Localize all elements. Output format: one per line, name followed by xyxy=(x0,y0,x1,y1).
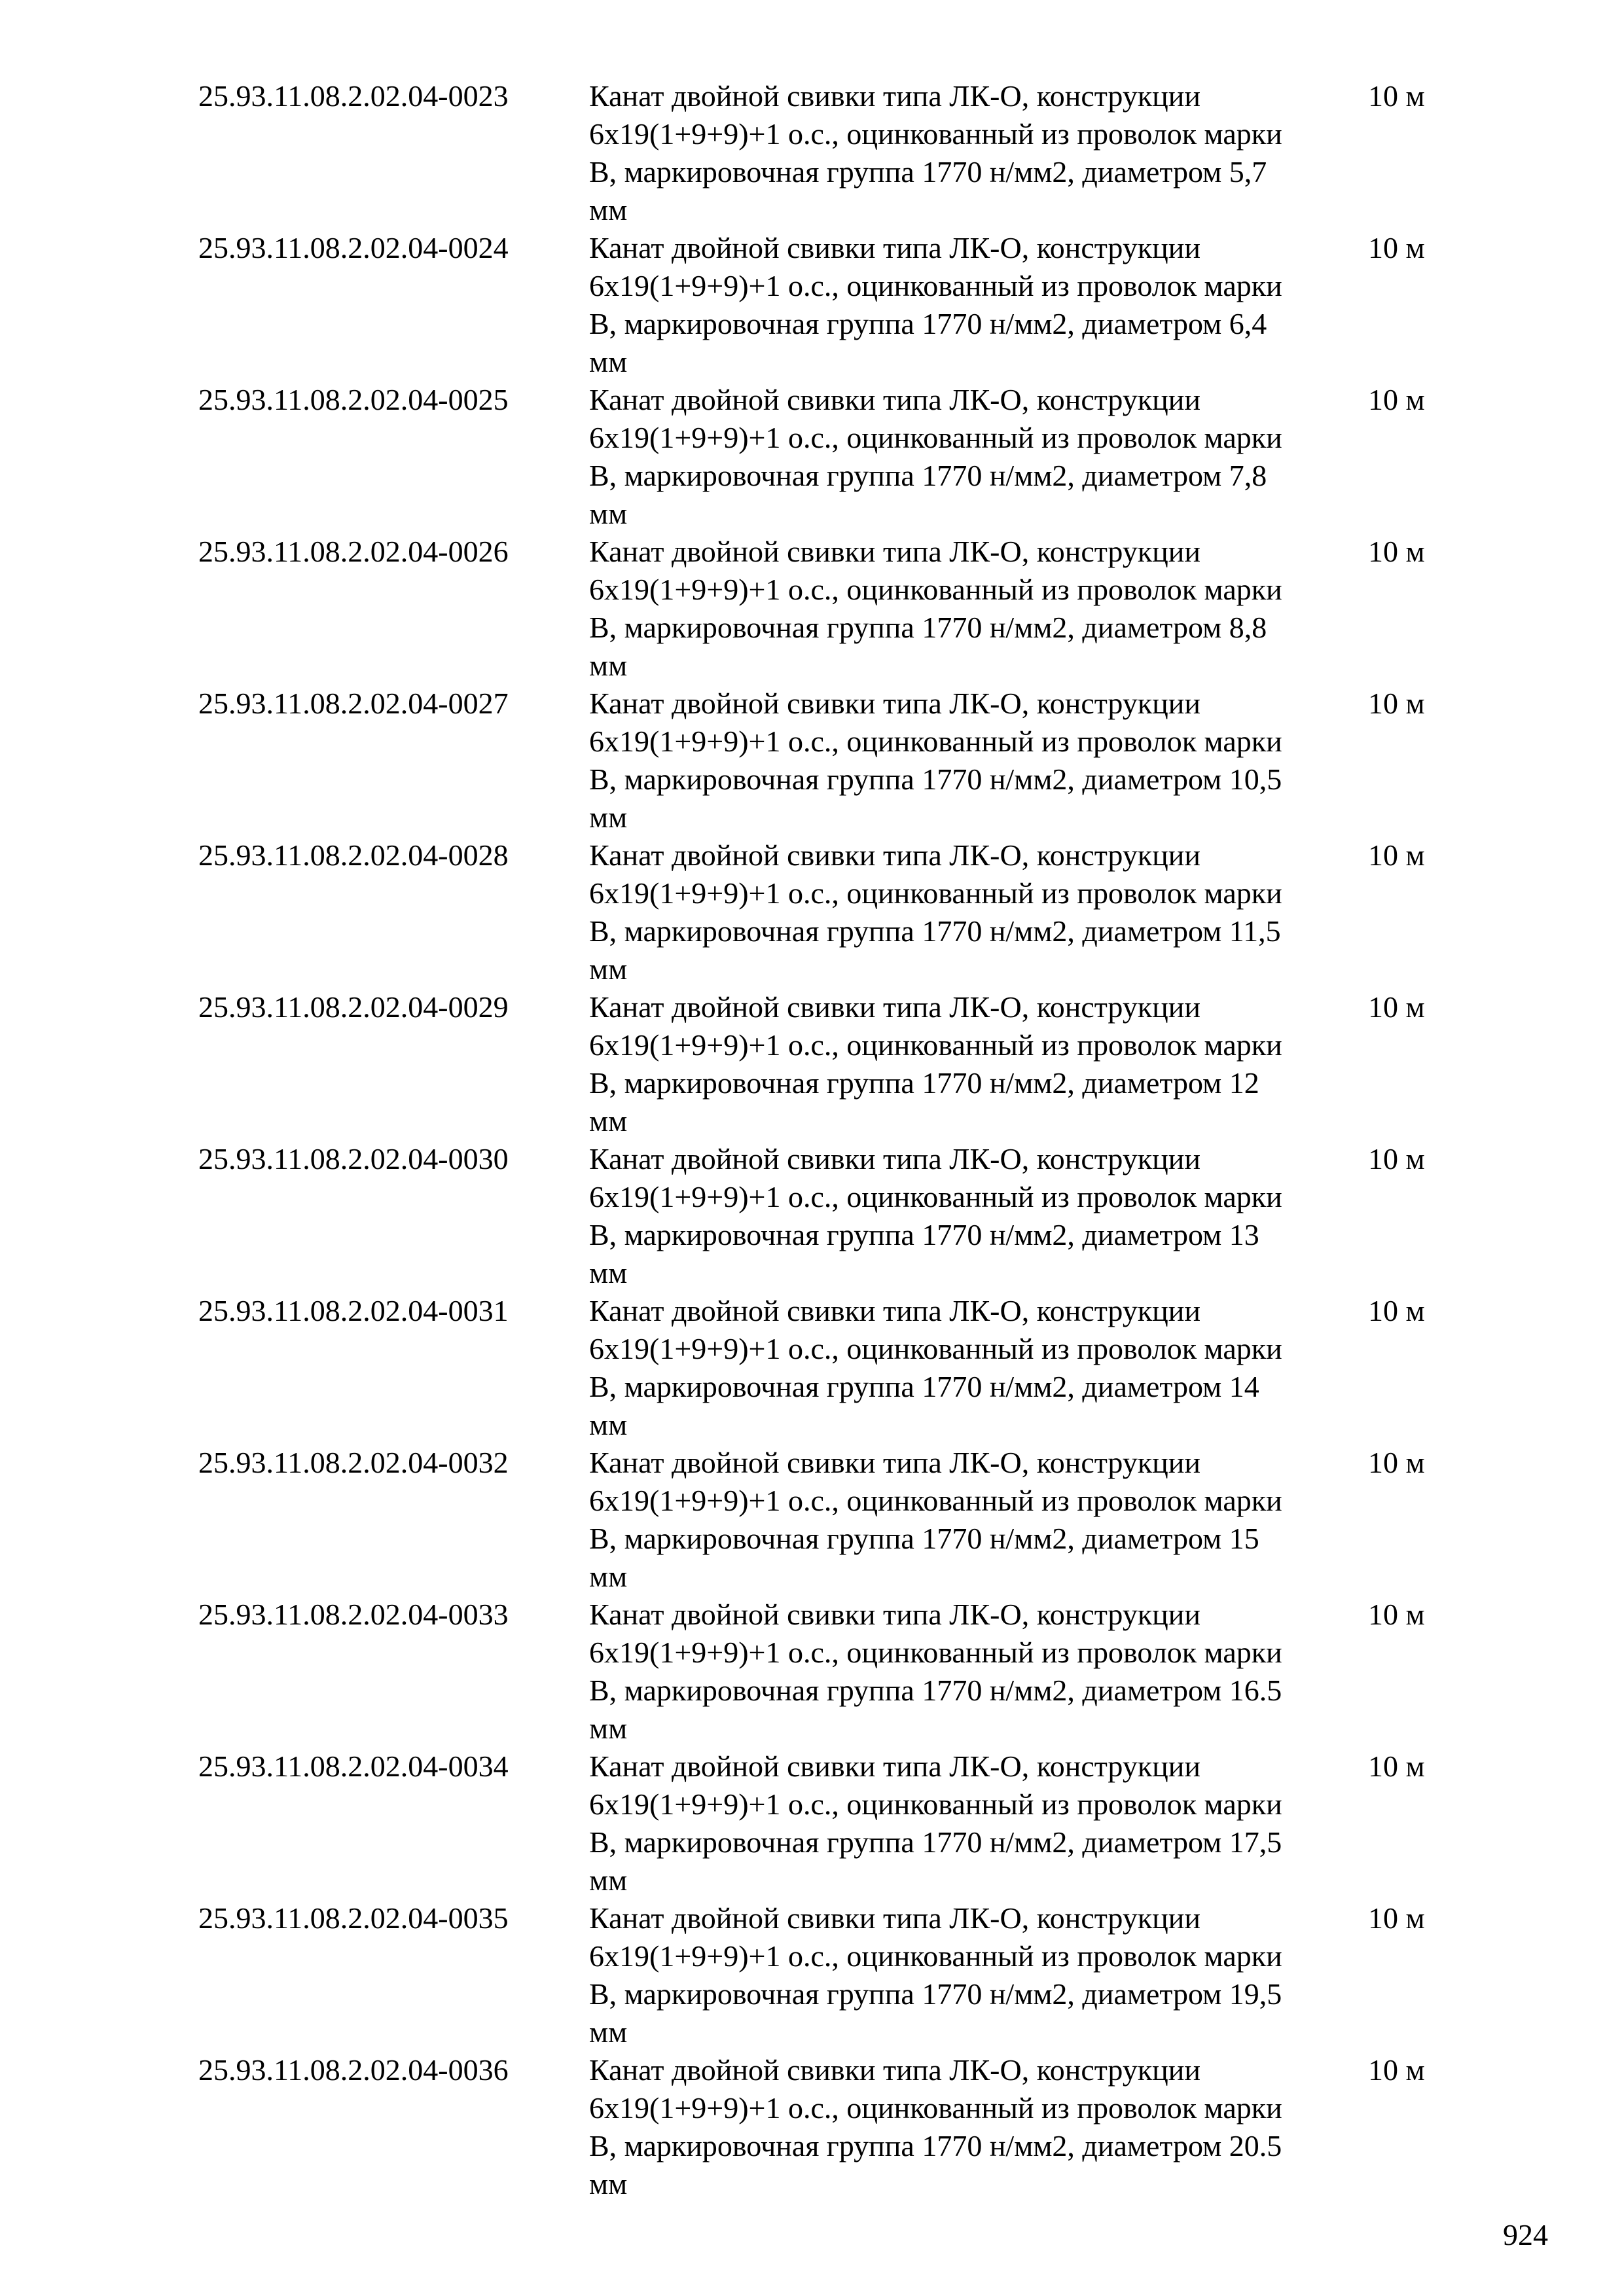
table-row xyxy=(0,836,1624,988)
item-description xyxy=(589,1140,1362,1292)
description-line: Канат двойной свивки типа ЛК-О, конструкции xyxy=(589,79,1201,113)
description-line: В, маркировочная группа 1770 н/мм2, диаметром 16.5 xyxy=(589,1674,1282,1707)
table-row xyxy=(0,229,1624,381)
description-line: Канат двойной свивки типа ЛК-О, конструкции xyxy=(589,990,1201,1024)
description-line: мм xyxy=(589,1256,628,1289)
item-description xyxy=(589,1596,1362,1748)
table-row xyxy=(0,1140,1624,1292)
description-line: В, маркировочная группа 1770 н/мм2, диаметром 19,5 xyxy=(589,1977,1282,2011)
description-line: Канат двойной свивки типа ЛК-О, конструкции xyxy=(589,231,1201,264)
item-unit: 10 м xyxy=(1368,1749,1425,1783)
description-line: мм xyxy=(589,952,628,986)
item-code: 25.93.11.08.2.02.04-0023 xyxy=(198,79,509,113)
description-line: 6х19(1+9+9)+1 о.с., оцинкованный из проволок марки xyxy=(589,725,1282,758)
item-code: 25.93.11.08.2.02.04-0030 xyxy=(198,1142,509,1175)
item-unit: 10 м xyxy=(1368,687,1425,720)
description-line: Канат двойной свивки типа ЛК-О, конструкции xyxy=(589,838,1201,872)
description-line: Канат двойной свивки типа ЛК-О, конструкции xyxy=(589,1446,1201,1479)
description-line: В, маркировочная группа 1770 н/мм2, диаметром 20.5 xyxy=(589,2129,1282,2162)
item-description xyxy=(589,229,1362,381)
item-code: 25.93.11.08.2.02.04-0028 xyxy=(198,838,509,872)
table-row xyxy=(0,381,1624,533)
item-unit: 10 м xyxy=(1368,383,1425,416)
description-line: 6х19(1+9+9)+1 о.с., оцинкованный из проволок марки xyxy=(589,1939,1282,1973)
item-code: 25.93.11.08.2.02.04-0027 xyxy=(198,687,509,720)
table-row xyxy=(0,988,1624,1140)
description-line: 6х19(1+9+9)+1 о.с., оцинкованный из проволок марки xyxy=(589,1484,1282,1517)
item-code: 25.93.11.08.2.02.04-0032 xyxy=(198,1446,509,1479)
item-unit: 10 м xyxy=(1368,1446,1425,1479)
description-line: Канат двойной свивки типа ЛК-О, конструкции xyxy=(589,1142,1201,1175)
table-row xyxy=(0,1444,1624,1596)
item-unit: 10 м xyxy=(1368,2053,1425,2087)
description-line: 6х19(1+9+9)+1 о.с., оцинкованный из проволок марки xyxy=(589,573,1282,606)
item-unit: 10 м xyxy=(1368,79,1425,113)
item-description xyxy=(589,836,1362,988)
description-line: мм xyxy=(589,2167,628,2200)
item-unit: 10 м xyxy=(1368,231,1425,264)
item-code: 25.93.11.08.2.02.04-0024 xyxy=(198,231,509,264)
item-unit: 10 м xyxy=(1368,1901,1425,1935)
item-description xyxy=(589,685,1362,836)
item-code: 25.93.11.08.2.02.04-0034 xyxy=(198,1749,509,1783)
description-line: В, маркировочная группа 1770 н/мм2, диаметром 17,5 xyxy=(589,1825,1282,1859)
description-line: мм xyxy=(589,1408,628,1441)
item-code: 25.93.11.08.2.02.04-0026 xyxy=(198,535,509,568)
description-line: 6х19(1+9+9)+1 о.с., оцинкованный из проволок марки xyxy=(589,1787,1282,1821)
item-unit: 10 м xyxy=(1368,1142,1425,1175)
description-line: 6х19(1+9+9)+1 о.с., оцинкованный из проволок марки xyxy=(589,1028,1282,1062)
description-line: 6х19(1+9+9)+1 о.с., оцинкованный из проволок марки xyxy=(589,1332,1282,1365)
description-line: В, маркировочная группа 1770 н/мм2, диаметром 5,7 xyxy=(589,155,1267,188)
item-description xyxy=(589,533,1362,685)
description-line: мм xyxy=(589,1104,628,1138)
table-row xyxy=(0,2051,1624,2203)
item-unit: 10 м xyxy=(1368,1294,1425,1327)
description-line: 6х19(1+9+9)+1 о.с., оцинкованный из проволок марки xyxy=(589,269,1282,302)
description-line: 6х19(1+9+9)+1 о.с., оцинкованный из проволок марки xyxy=(589,117,1282,151)
item-description xyxy=(589,381,1362,533)
item-description xyxy=(589,988,1362,1140)
description-line: мм xyxy=(589,649,628,682)
page-number: 924 xyxy=(1503,2218,1548,2251)
table-row xyxy=(0,1596,1624,1748)
item-unit: 10 м xyxy=(1368,535,1425,568)
item-description xyxy=(589,2051,1362,2203)
item-description xyxy=(589,1748,1362,1899)
description-line: Канат двойной свивки типа ЛК-О, конструкции xyxy=(589,1294,1201,1327)
description-line: 6х19(1+9+9)+1 о.с., оцинкованный из проволок марки xyxy=(589,421,1282,454)
description-line: мм xyxy=(589,800,628,834)
description-line: Канат двойной свивки типа ЛК-О, конструкции xyxy=(589,383,1201,416)
table-row xyxy=(0,1899,1624,2051)
table-row xyxy=(0,533,1624,685)
description-line: Канат двойной свивки типа ЛК-О, конструкции xyxy=(589,2053,1201,2087)
item-description xyxy=(589,1899,1362,2051)
item-code: 25.93.11.08.2.02.04-0031 xyxy=(198,1294,509,1327)
item-code: 25.93.11.08.2.02.04-0033 xyxy=(198,1598,509,1631)
description-line: Канат двойной свивки типа ЛК-О, конструкции xyxy=(589,1749,1201,1783)
item-description xyxy=(589,1292,1362,1444)
item-description xyxy=(589,77,1362,229)
description-line: В, маркировочная группа 1770 н/мм2, диаметром 8,8 xyxy=(589,611,1267,644)
description-line: В, маркировочная группа 1770 н/мм2, диаметром 6,4 xyxy=(589,307,1267,340)
table-row xyxy=(0,685,1624,836)
description-line: В, маркировочная группа 1770 н/мм2, диаметром 13 xyxy=(589,1218,1259,1251)
item-unit: 10 м xyxy=(1368,838,1425,872)
description-line: Канат двойной свивки типа ЛК-О, конструкции xyxy=(589,535,1201,568)
description-line: Канат двойной свивки типа ЛК-О, конструкции xyxy=(589,1598,1201,1631)
description-line: мм xyxy=(589,193,628,226)
description-line: В, маркировочная группа 1770 н/мм2, диаметром 14 xyxy=(589,1370,1259,1403)
description-line: 6х19(1+9+9)+1 о.с., оцинкованный из проволок марки xyxy=(589,2091,1282,2125)
item-code: 25.93.11.08.2.02.04-0029 xyxy=(198,990,509,1024)
item-code: 25.93.11.08.2.02.04-0035 xyxy=(198,1901,509,1935)
description-line: В, маркировочная группа 1770 н/мм2, диаметром 11,5 xyxy=(589,914,1281,948)
description-line: Канат двойной свивки типа ЛК-О, конструкции xyxy=(589,687,1201,720)
item-description xyxy=(589,1444,1362,1596)
item-unit: 10 м xyxy=(1368,990,1425,1024)
description-line: мм xyxy=(589,2015,628,2049)
description-line: В, маркировочная группа 1770 н/мм2, диаметром 12 xyxy=(589,1066,1259,1100)
description-line: В, маркировочная группа 1770 н/мм2, диаметром 10,5 xyxy=(589,762,1282,796)
description-line: мм xyxy=(589,1560,628,1593)
description-line: В, маркировочная группа 1770 н/мм2, диаметром 15 xyxy=(589,1522,1259,1555)
description-line: мм xyxy=(589,1863,628,1897)
item-code: 25.93.11.08.2.02.04-0025 xyxy=(198,383,509,416)
item-code: 25.93.11.08.2.02.04-0036 xyxy=(198,2053,509,2087)
table-row xyxy=(0,1748,1624,1899)
table-row xyxy=(0,77,1624,229)
description-line: мм xyxy=(589,497,628,530)
description-line: мм xyxy=(589,345,628,378)
item-unit: 10 м xyxy=(1368,1598,1425,1631)
description-line: В, маркировочная группа 1770 н/мм2, диаметром 7,8 xyxy=(589,459,1267,492)
description-line: 6х19(1+9+9)+1 о.с., оцинкованный из проволок марки xyxy=(589,876,1282,910)
table-row xyxy=(0,1292,1624,1444)
description-line: 6х19(1+9+9)+1 о.с., оцинкованный из проволок марки xyxy=(589,1636,1282,1669)
description-line: мм xyxy=(589,1712,628,1745)
description-line: Канат двойной свивки типа ЛК-О, конструкции xyxy=(589,1901,1201,1935)
description-line: 6х19(1+9+9)+1 о.с., оцинкованный из проволок марки xyxy=(589,1180,1282,1213)
